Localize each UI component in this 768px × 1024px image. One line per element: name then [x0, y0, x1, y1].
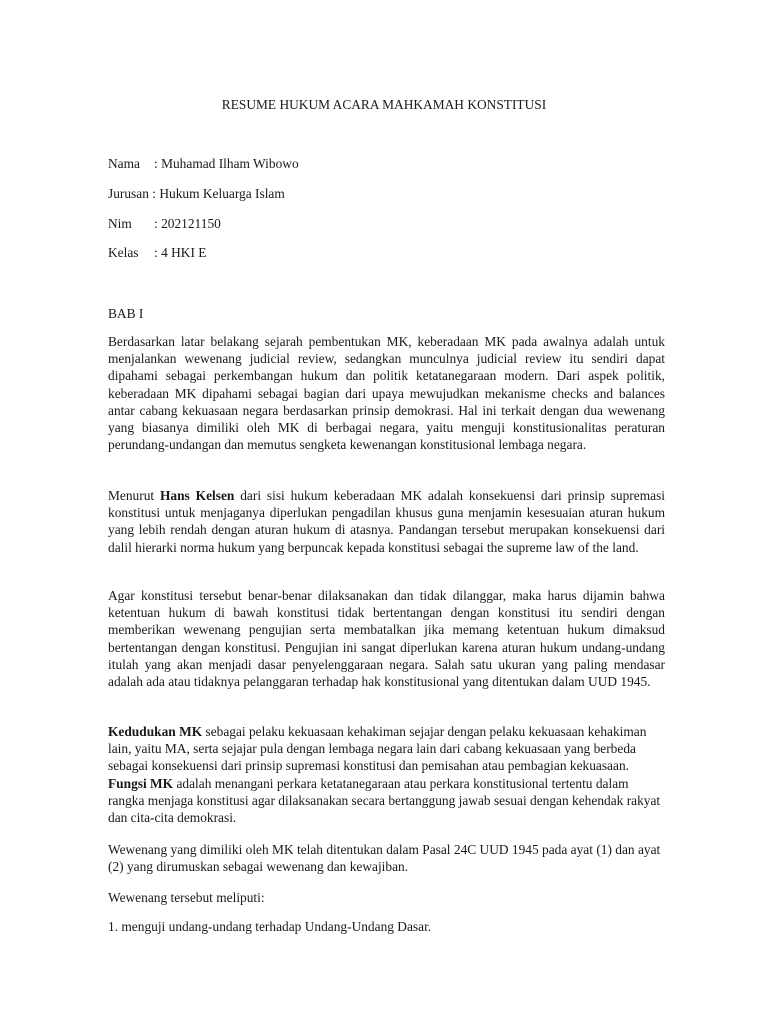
paragraph-4-text-1: sebagai pelaku kekuasaan kehakiman sejajar dengan pelaku kekuasaan kehakiman lain, yaitu MA, serta sejajar pula dengan lembaga negara lain dari cabang kekuasaan yang berbeda sebagai konsekuensi dari prinsip supremasi konstitusi dan pemisahan atau pembagian kekuasaan. [108, 724, 647, 774]
paragraph-4 [108, 723, 665, 826]
field-nama-value: Muhamad Ilham Wibowo [161, 156, 299, 171]
paragraph-5: Wewenang yang dimiliki oleh MK telah ditentukan dalam Pasal 24C UUD 1945 pada ayat (1) dan ayat (2) yang dirumuskan sebagai wewenang dan kewajiban. [108, 842, 661, 875]
bab-heading: BAB I [108, 306, 144, 321]
paragraph-4-bold-1: Kedudukan MK [108, 724, 203, 739]
paragraph-3: Agar konstitusi tersebut benar-benar dilaksanakan dan tidak dilanggar, maka harus dijamin bahwa ketentuan hukum di bawah konstitusi tidak bertentangan dengan konstitusi itu sendiri dengan memberikan wewenang pengujian serta membatalkan jika memang ketentuan hukum dimaksud bertentangan dengan konstitusi. Pengujian ini sangat diperlukan karena aturan hukum undang-undang itulah yang akan menjadi dasar penyelenggaraan negara. Salah satu ukuran yang paling mendasar adalah ada atau tidaknya pelanggaran terhadap hak konstitusional yang ditentukan dalam UUD 1945. [108, 588, 665, 690]
field-nim [108, 215, 221, 232]
paragraph-2-rest: dari sisi hukum keberadaan MK adalah konsekuensi dari prinsip supremasi konstitusi untuk menjaganya diperlukan pengadilan khusus guna menjamin kesesuaian aturan hukum yang lebih rendah dengan aturan hukum di atasnya. Pandangan tersebut merupakan konsekuensi dari dalil hierarki norma hukum yang berpuncak kepada konstitusi sebagai the supreme law of the land. [108, 488, 665, 555]
field-nim-value: 202121150 [161, 216, 221, 231]
document-title: RESUME HUKUM ACARA MAHKAMAH KONSTITUSI [221, 97, 547, 112]
field-nama-label: Nama [108, 156, 140, 171]
paragraph-6: Wewenang tersebut meliputi: [108, 890, 265, 905]
field-kelas [108, 244, 206, 261]
field-nim-sep: : [154, 216, 162, 231]
paragraph-2-lead: Menurut [108, 488, 160, 503]
list-item-1: 1. menguji undang-undang terhadap Undang-Undang Dasar. [108, 919, 432, 934]
field-nim-label: Nim [108, 216, 132, 231]
field-kelas-value: 4 HKI E [161, 245, 207, 260]
field-jurusan-label: Jurusan [108, 186, 149, 201]
field-kelas-label: Kelas [108, 245, 139, 260]
field-nama-sep: : [154, 156, 162, 171]
paragraph-4-bold-2: Fungsi MK [108, 775, 174, 791]
paragraph-1: Berdasarkan latar belakang sejarah pembentukan MK, keberadaan MK pada awalnya adalah untuk menjalankan wewenang judicial review, sedangkan munculnya judicial review itu sendiri dapat dipahami sebagai perkembangan hukum dan politik ketatanegaraan modern. Dari aspek politik, keberadaan MK dipahami sebagai bagian dari upaya mewujudkan mekanisme checks and balances antar cabang kekuasaan negara berdasarkan prinsip demokrasi. Hal ini terkait dengan dua wewenang yang biasanya dimiliki oleh MK di berbagai negara, yaitu menguji konstitusionalitas peraturan perundang-undangan dan memutus sengketa kewenangan konstitusional lembaga negara. [108, 334, 665, 453]
field-jurusan-sep: : [148, 186, 160, 201]
field-jurusan [108, 185, 285, 202]
field-nama [108, 155, 299, 172]
paragraph-2 [108, 487, 665, 556]
field-jurusan-value: Hukum Keluarga Islam [159, 186, 285, 201]
field-kelas-sep: : [154, 245, 162, 260]
paragraph-4-text-2: adalah menangani perkara ketatanegaraan atau perkara konstitusional tertentu dalam rangka menjaga konstitusi agar dilaksanakan secara bertanggung jawab sesuai dengan kehendak rakyat dan cita-cita demokrasi. [108, 775, 661, 826]
paragraph-2-bold: Hans Kelsen [160, 488, 235, 503]
